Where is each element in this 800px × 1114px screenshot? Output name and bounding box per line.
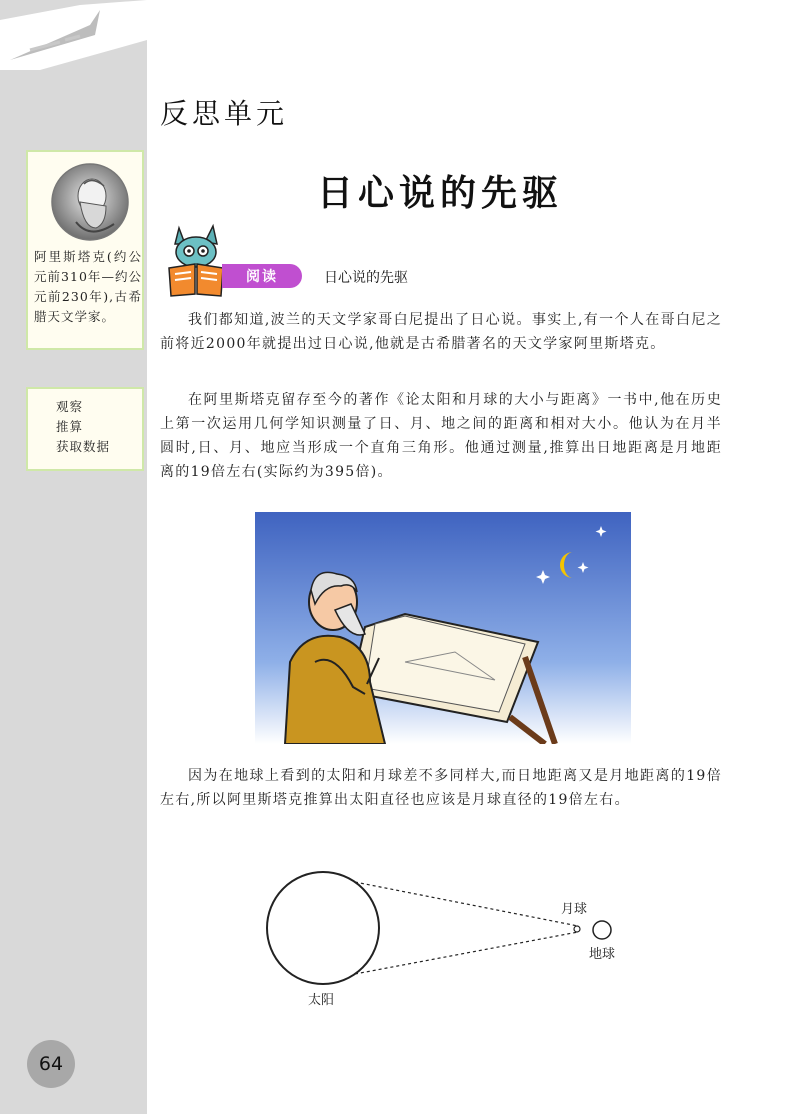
sun-label: 太阳 <box>308 993 335 1008</box>
skill-observe: 观察 <box>56 399 84 414</box>
page-title: 日心说的先驱 <box>316 173 563 214</box>
sidebar <box>0 0 147 1114</box>
sun-circle <box>267 872 379 984</box>
portrait-card <box>26 150 144 350</box>
reading-title: 日心说的先驱 <box>324 270 408 286</box>
earth-label: 地球 <box>589 947 616 962</box>
sun-moon-earth-diagram <box>255 866 635 1016</box>
skills-card <box>26 387 144 471</box>
skill-obtain-data: 获取数据 <box>56 439 111 454</box>
aristarchus-portrait <box>50 162 130 242</box>
biography-text: 阿里斯塔克(约公元前310年—约公元前230年),古希腊天文学家。 <box>34 249 142 324</box>
reading-tag: 阅读 <box>222 264 302 288</box>
moon-label: 月球 <box>561 902 588 917</box>
page-curl-decoration <box>0 0 147 75</box>
earth-circle <box>593 921 611 939</box>
paragraph-3: 因为在地球上看到的太阳和月球差不多同样大,而日地距离又是月地距离的19倍左右,所以阿里斯塔克推算出太阳直径也应该是月球直径的19倍左右。 <box>160 768 722 808</box>
reading-cat-icon <box>165 218 227 298</box>
page-number: 64 <box>27 1040 75 1088</box>
moon-circle <box>574 926 580 932</box>
paragraph-1: 我们都知道,波兰的天文学家哥白尼提出了日心说。事实上,有一个人在哥白尼之前将近2000年就提出过日心说,他就是古希腊著名的天文学家阿里斯塔克。 <box>160 312 722 352</box>
skill-calculate: 推算 <box>56 419 84 434</box>
unit-title: 反思单元 <box>160 97 289 130</box>
aristarchus-illustration <box>255 512 631 744</box>
paragraph-2: 在阿里斯塔克留存至今的著作《论太阳和月球的大小与距离》一书中,他在历史上第一次运用几何学知识测量了日、月、地之间的距离和相对大小。他认为在月半圆时,日、月、地应当形成一个直角三角形。他通过测量,推算出日地距离是月地距离的19倍左右(实际约为395倍)。 <box>160 392 722 480</box>
